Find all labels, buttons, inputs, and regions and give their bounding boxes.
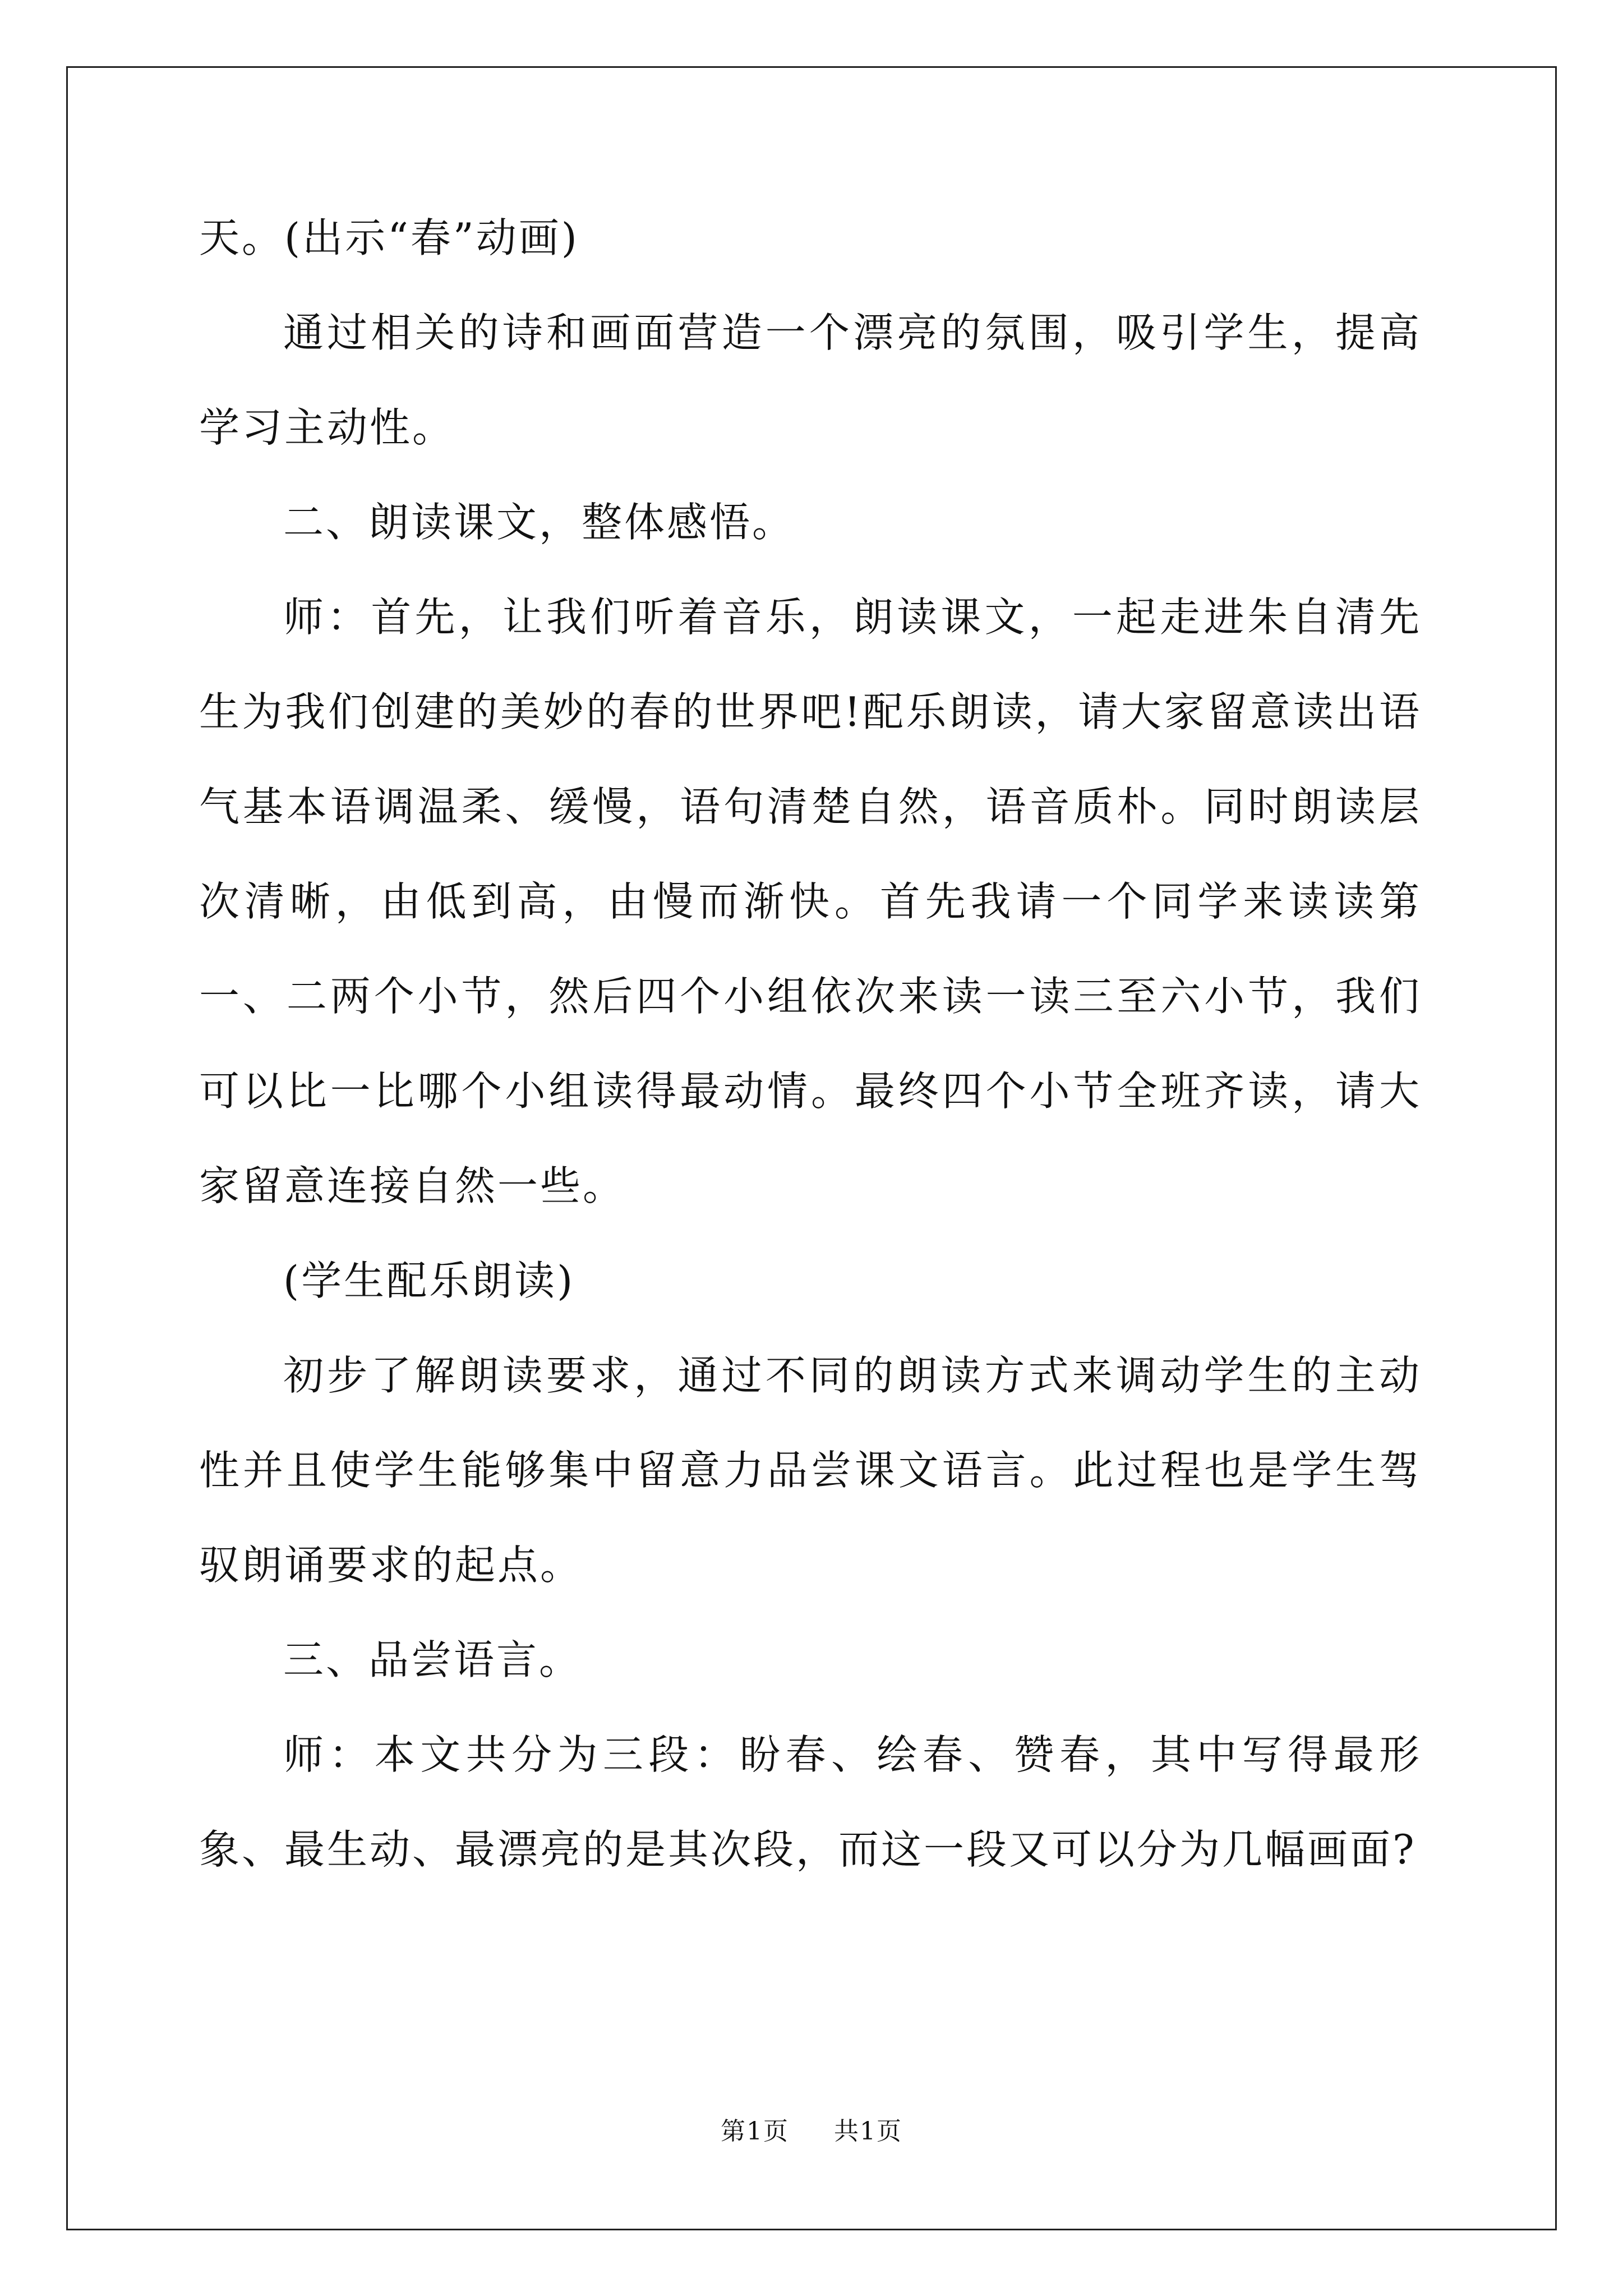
paragraph-5: (学生配乐朗读) [283, 1257, 575, 1304]
paragraph-6: 初步了解朗读要求，通过不同的朗读方式来调动学生的主动性并且使学生能够集中留意力品尝课文语言。此过程也是学生驾驭朗诵要求的起点。 [199, 1352, 1422, 1589]
page-number: 第1页 [721, 2117, 789, 2146]
paragraph-2: 通过相关的诗和画面营造一个漂亮的氛围，吸引学生，提高学习主动性。 [199, 309, 1422, 451]
paragraph-8: 师：本文共分为三段：盼春、绘春、赞春，其中写得最形象、最生动、最漂亮的是其次段，而这一段又可以分为几幅画面? [199, 1731, 1422, 1873]
paragraph-7-heading: 三、品尝语言。 [283, 1636, 582, 1683]
paragraph-1: 天。(出示“春”动画) [199, 214, 579, 261]
document-body [199, 213, 1422, 1897]
page-total: 共1页 [834, 2117, 902, 2146]
page-footer [0, 2115, 1623, 2148]
paragraph-4: 师：首先，让我们听着音乐，朗读课文，一起走进朱自清先生为我们创建的美妙的春的世界吧!配乐朗读，请大家留意读出语气基本语调温柔、缓慢，语句清楚自然，语音质朴。同时朗读层次清晰，由低到高，由慢而渐快。首先我请一个同学来读读第一、二两个小节，然后四个小组依次来读一读三至六小节，我们可以比一比哪个小组读得最动情。最终四个小节全班齐读，请大家留意连接自然一些。 [199, 593, 1422, 1209]
paragraph-3-heading: 二、朗读课文，整体感悟。 [283, 499, 795, 546]
